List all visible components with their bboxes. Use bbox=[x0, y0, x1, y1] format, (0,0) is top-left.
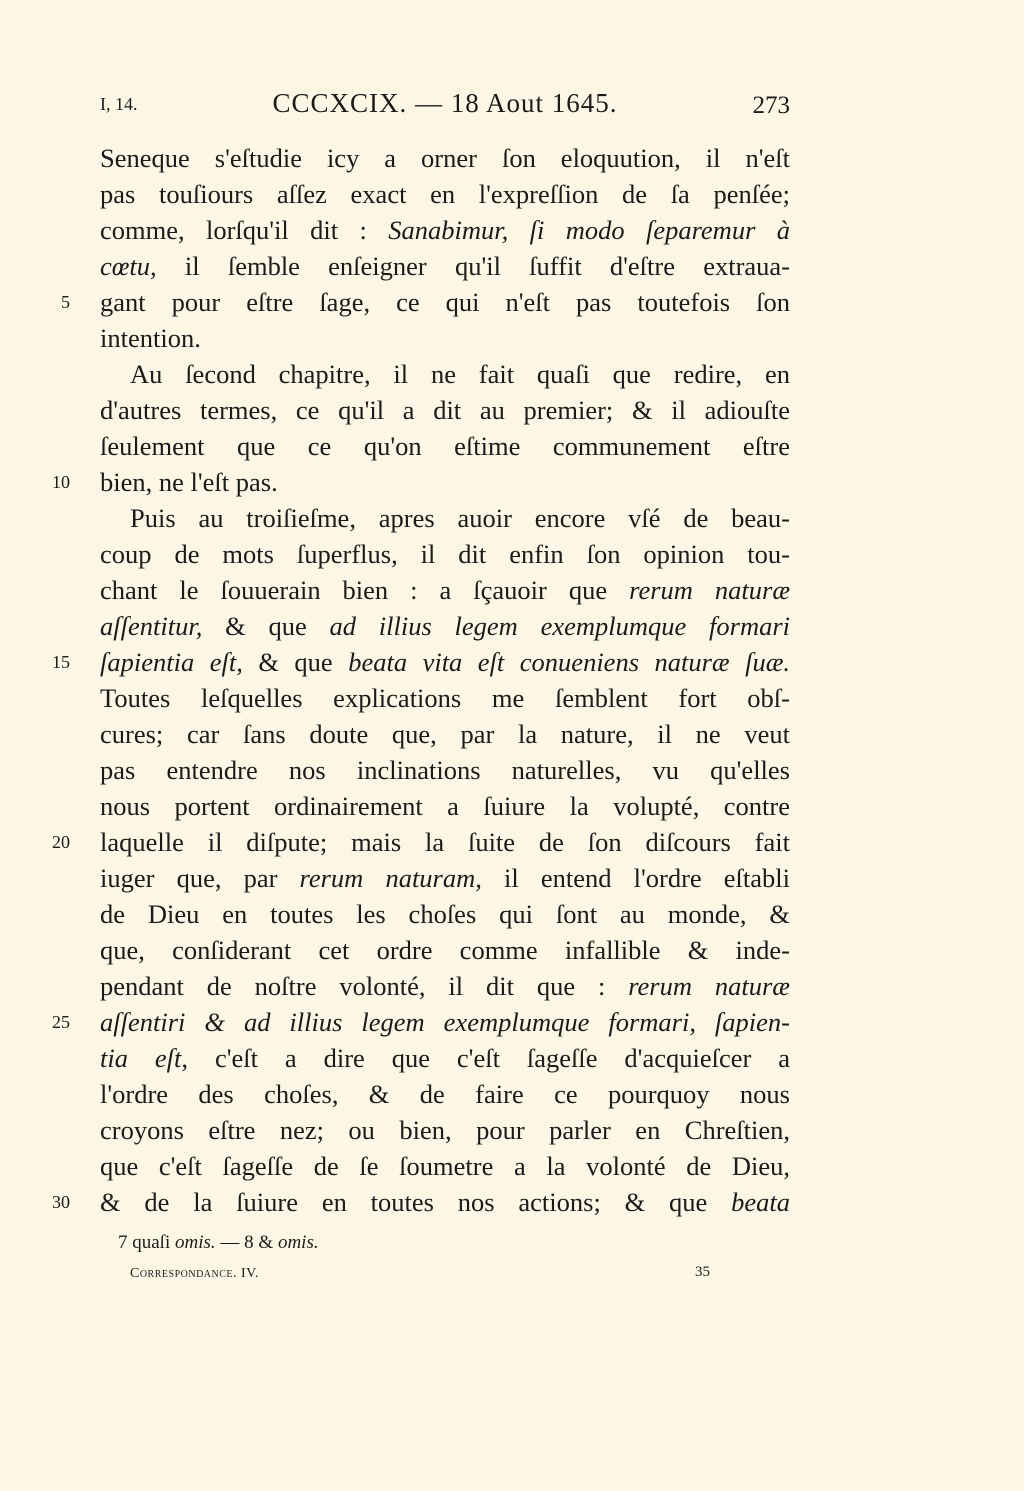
text-line bbox=[100, 968, 790, 1004]
text-line bbox=[100, 536, 790, 572]
text-line bbox=[100, 752, 790, 788]
page-number: 273 bbox=[752, 92, 790, 119]
text-line bbox=[100, 572, 790, 608]
text-line bbox=[52, 644, 791, 680]
line-text: bien, ne l'eſt pas. bbox=[100, 467, 278, 497]
line-number: 10 bbox=[52, 472, 70, 492]
text-line bbox=[100, 896, 790, 932]
line-text: Au ſecond chapitre, il ne fait quaſi que redire, en bbox=[130, 359, 790, 389]
line-text: coup de mots ſuperflus, il dit enfin ſon opinion tou- bbox=[100, 539, 790, 569]
line-text: nous portent ordinairement a ſuiure la volupté, contre bbox=[100, 791, 790, 821]
line-text: iuger que, par bbox=[100, 863, 300, 893]
text-line bbox=[52, 464, 790, 500]
line-text: Seneque s'eſtudie icy a orner ſon eloquution, il n'eſt bbox=[100, 143, 790, 173]
line-text: que c'eſt ſageſſe de ſe ſoumetre a la volonté de Dieu, bbox=[100, 1151, 790, 1181]
line-text: gant pour eſtre ſage, ce qui n'eſt pas toutefois ſon bbox=[100, 287, 790, 317]
text-line bbox=[100, 392, 790, 428]
line-text: pas touſiours aſſez exact en l'expreſſion de ſa penſée; bbox=[100, 179, 790, 209]
line-text: comme, lorſqu'il dit : bbox=[100, 215, 389, 245]
line-text: & que bbox=[242, 647, 349, 677]
page-footer bbox=[130, 1264, 710, 1288]
text-line bbox=[100, 500, 790, 536]
text-line bbox=[61, 284, 790, 320]
line-number: 30 bbox=[52, 1192, 70, 1212]
line-text: cures; car ſans doute que, par la nature, il ne veut bbox=[100, 719, 790, 749]
line-text: l'ordre des choſes, & de faire ce pourquoy nous bbox=[100, 1079, 790, 1109]
text-line bbox=[100, 1076, 790, 1112]
line-text: intention. bbox=[100, 323, 201, 353]
volume-reference: I, 14. bbox=[100, 94, 138, 114]
italic-text: beata vita eſt conueniens naturæ ſuæ. bbox=[348, 647, 791, 677]
line-text: Puis au troiſieſme, apres auoir encore vſé de beau- bbox=[130, 503, 790, 533]
italic-text: ad illius legem exemplumque formari bbox=[329, 611, 791, 641]
line-text: il ſemble enſeigner qu'il ſuffit d'eſtre extraua- bbox=[156, 251, 790, 281]
text-line bbox=[100, 716, 790, 752]
italic-text: Sanabimur, ſi modo ſeparemur à bbox=[388, 215, 791, 245]
line-text: croyons eſtre nez; ou bien, pour parler en Chreſtien, bbox=[100, 1115, 790, 1145]
text-line bbox=[100, 176, 790, 212]
line-text: de Dieu en toutes les choſes qui ſont au monde, & bbox=[100, 899, 790, 929]
line-text: ſeulement que ce qu'on eſtime communement eſtre bbox=[100, 431, 790, 461]
text-line bbox=[100, 248, 790, 284]
body-text bbox=[52, 140, 791, 1220]
italic-text: aſſentiri & ad illius legem exemplumque formari, ſapien- bbox=[100, 1007, 790, 1037]
line-text: laquelle il diſpute; mais la ſuite de ſon diſcours fait bbox=[100, 827, 790, 857]
signature-number: 35 bbox=[695, 1264, 710, 1280]
text-line bbox=[100, 680, 790, 716]
text-line bbox=[100, 788, 790, 824]
line-text: c'eſt a dire que c'eſt ſageſſe d'acquieſcer a bbox=[188, 1043, 791, 1073]
text-line bbox=[100, 1112, 790, 1148]
line-text: pendant de noſtre volonté, il dit que : bbox=[100, 971, 629, 1001]
line-text: d'autres termes, ce qu'il a dit au premier; & il adiouſte bbox=[100, 395, 790, 425]
line-number: 20 bbox=[52, 832, 70, 852]
text-line bbox=[52, 1004, 790, 1040]
footnote-text: 7 quaſi bbox=[118, 1232, 175, 1253]
italic-text: rerum naturæ bbox=[628, 971, 790, 1001]
italic-text: beata bbox=[731, 1187, 790, 1217]
text-line bbox=[100, 428, 790, 464]
letter-heading: CCCXCIX. — 18 Aout 1645. bbox=[272, 88, 618, 118]
running-header bbox=[100, 88, 790, 128]
line-number: 25 bbox=[52, 1012, 70, 1032]
text-line bbox=[100, 356, 790, 392]
text-line bbox=[100, 140, 790, 176]
text-line bbox=[100, 212, 790, 248]
footnote-italic: omis. bbox=[175, 1232, 216, 1253]
text-line bbox=[100, 608, 790, 644]
line-number: 15 bbox=[52, 652, 70, 672]
italic-text: rerum naturam, bbox=[299, 863, 482, 893]
text-line bbox=[100, 1148, 790, 1184]
text-line bbox=[100, 320, 790, 356]
line-number: 5 bbox=[61, 292, 70, 312]
signature-label: Correspondance. IV. bbox=[130, 1266, 259, 1281]
footnote-italic: omis. bbox=[277, 1232, 319, 1253]
line-text: Toutes leſquelles explications me ſemblent fort obſ- bbox=[100, 683, 790, 713]
footnote-text: — 8 & bbox=[215, 1232, 278, 1253]
text-line bbox=[100, 1040, 790, 1076]
italic-text: ſapientia eſt, bbox=[100, 647, 243, 677]
line-text: chant le ſouuerain bien : a ſçauoir que bbox=[100, 575, 630, 605]
footnotes bbox=[118, 1232, 790, 1254]
italic-text: aſſentitur, bbox=[100, 611, 203, 641]
italic-text: rerum naturæ bbox=[629, 575, 790, 605]
text-line bbox=[52, 824, 790, 860]
line-text: que, conſiderant cet ordre comme infallible & inde- bbox=[100, 935, 790, 965]
line-text: & que bbox=[202, 611, 330, 641]
line-text: il entend l'ordre eſtabli bbox=[481, 863, 790, 893]
italic-text: cœtu, bbox=[100, 251, 157, 281]
italic-text: tia eſt, bbox=[100, 1043, 189, 1073]
text-line bbox=[100, 860, 790, 896]
line-text: pas entendre nos inclinations naturelles, vu qu'elles bbox=[100, 755, 790, 785]
text-line bbox=[100, 932, 790, 968]
text-line bbox=[52, 1184, 790, 1220]
line-text: & de la ſuiure en toutes nos actions; & que bbox=[100, 1187, 732, 1217]
